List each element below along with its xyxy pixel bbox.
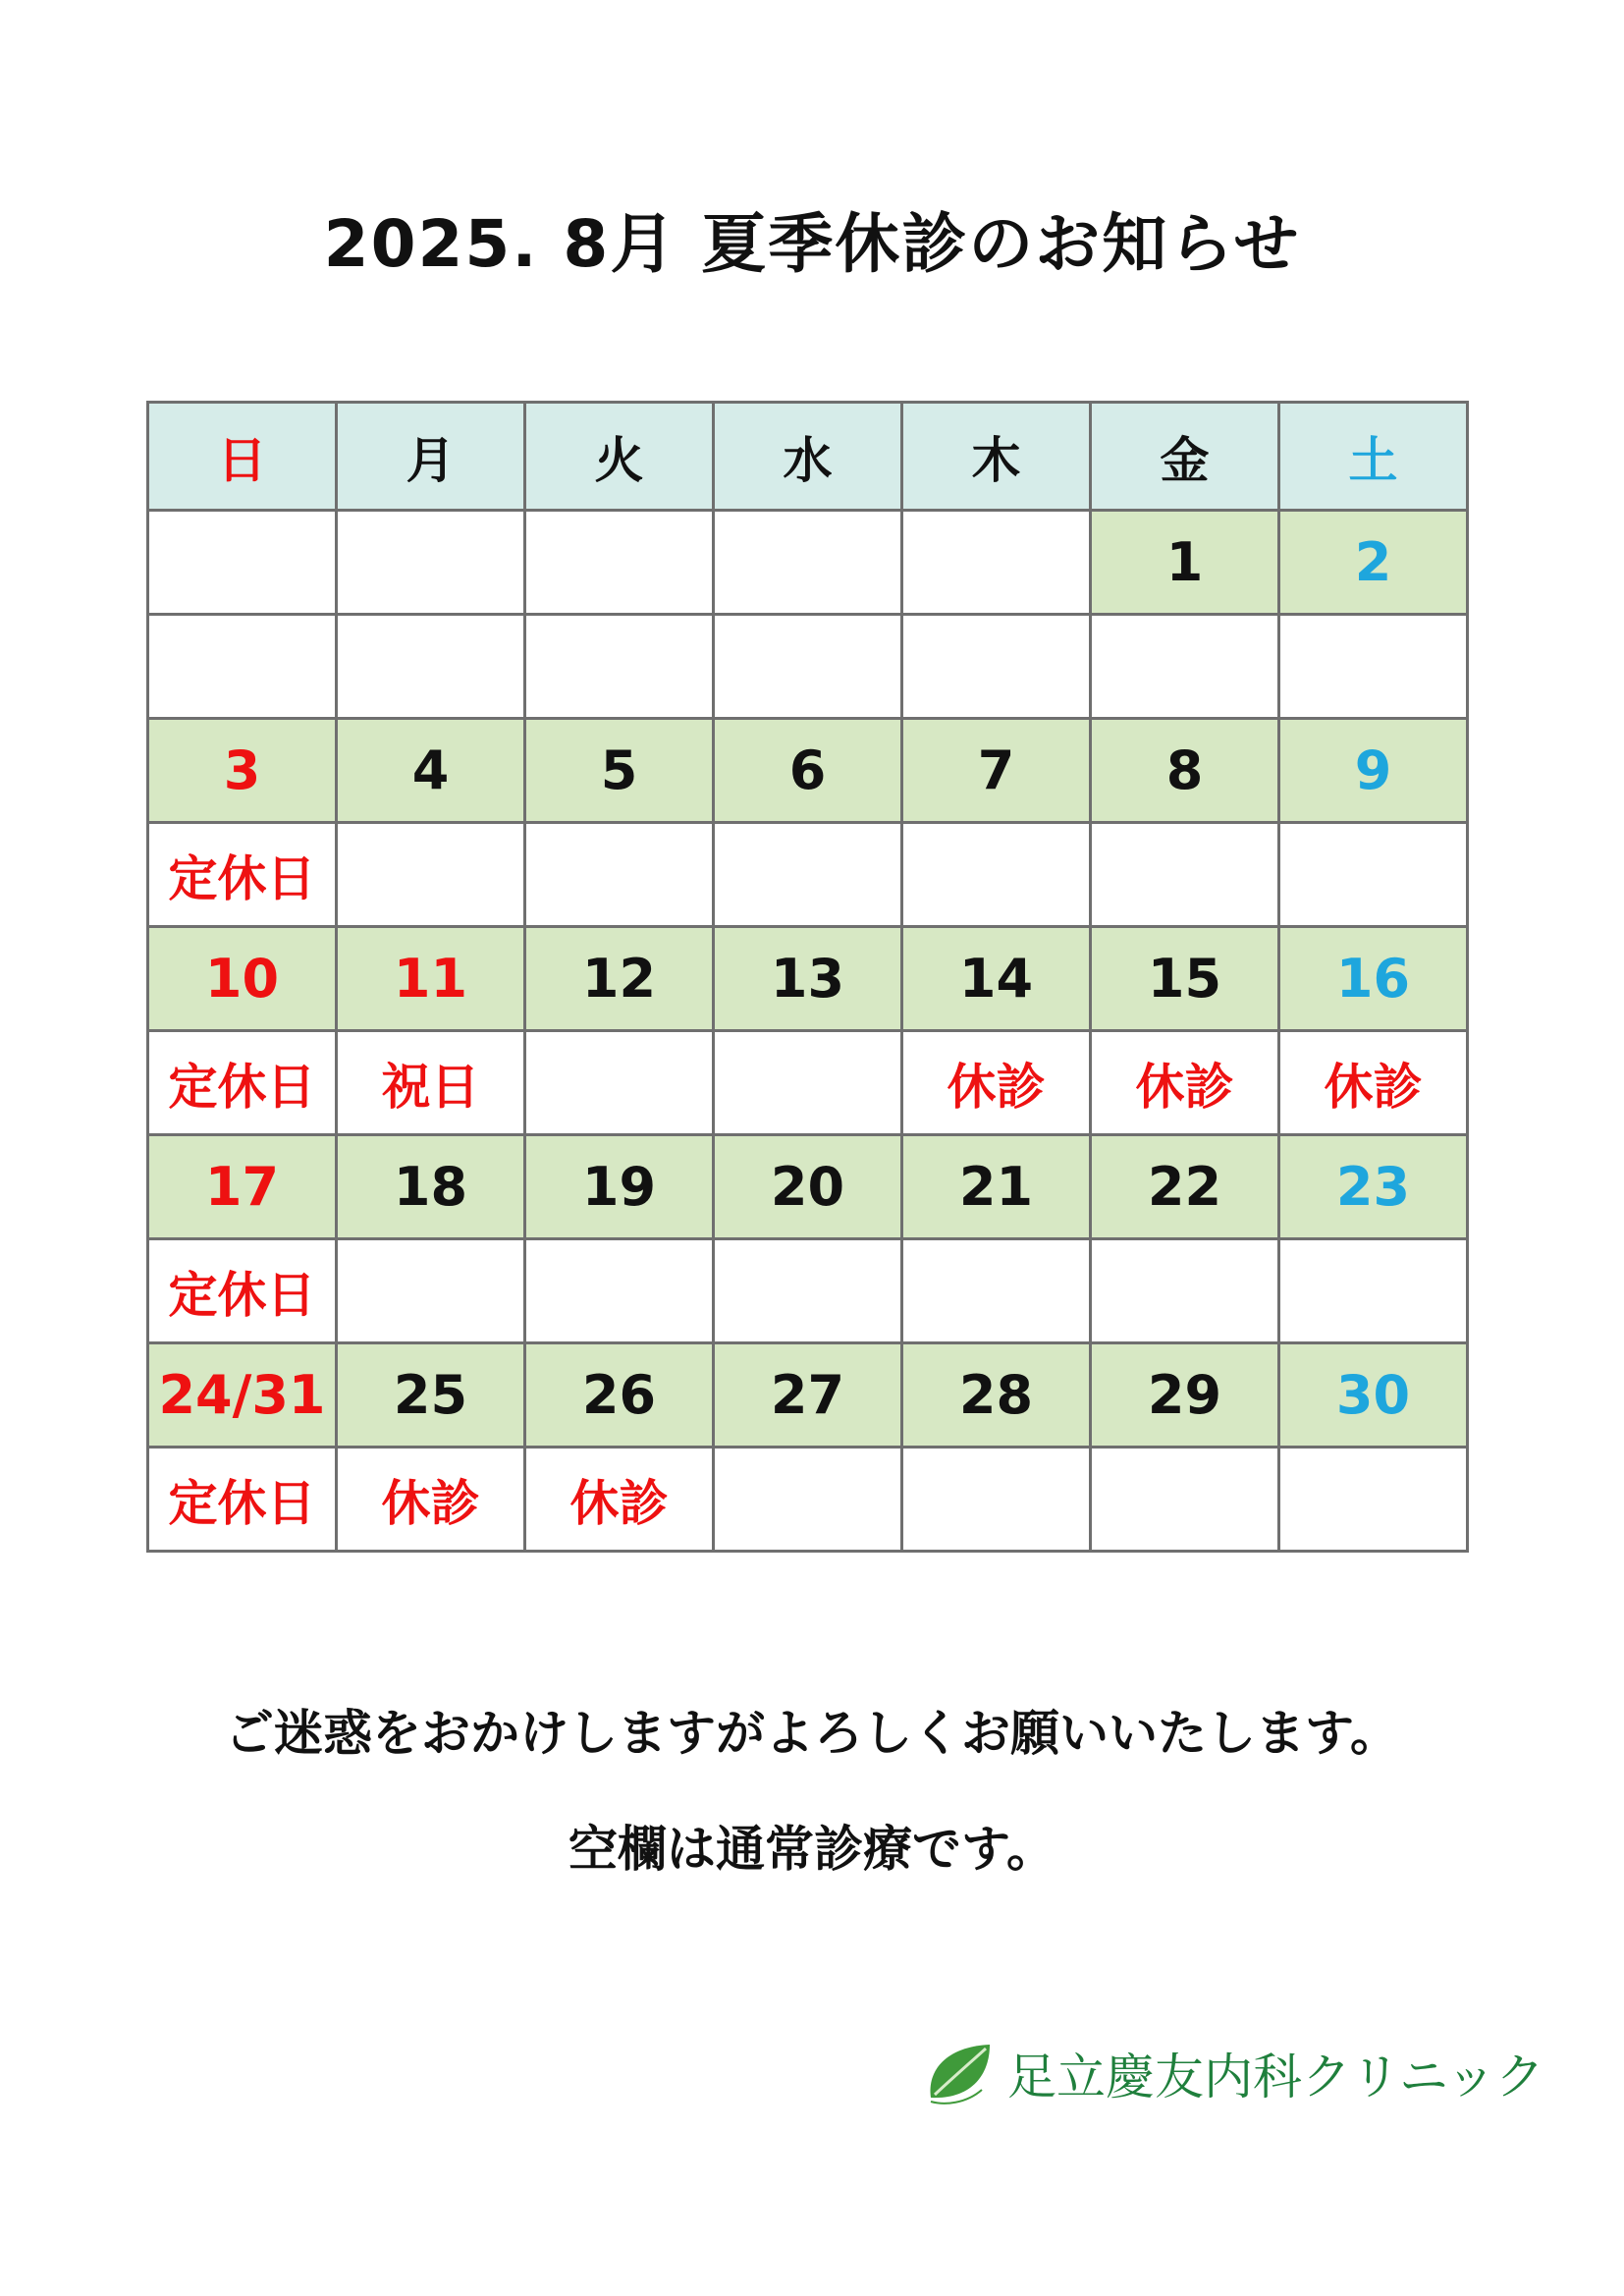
date-cell: 11 [337, 927, 525, 1031]
date-cell: 27 [714, 1343, 902, 1448]
date-cell: 16 [1279, 927, 1468, 1031]
note-row [148, 1448, 1468, 1552]
date-cell: 13 [714, 927, 902, 1031]
date-cell: 28 [902, 1343, 1091, 1448]
calendar-body [148, 403, 1468, 1552]
date-cell: 18 [337, 1135, 525, 1239]
closure-note-cell: 休診 [1091, 1031, 1279, 1135]
closure-note-cell [525, 1031, 714, 1135]
note-row [148, 823, 1468, 927]
date-cell: 14 [902, 927, 1091, 1031]
closure-note-cell: 休診 [337, 1448, 525, 1552]
date-cell: 3 [148, 719, 337, 823]
date-cell: 4 [337, 719, 525, 823]
date-cell: 1 [1091, 511, 1279, 615]
closure-note-cell [1279, 1448, 1468, 1552]
closure-note-cell [1091, 615, 1279, 719]
closure-note-cell: 定休日 [148, 823, 337, 927]
closure-note-cell [902, 1239, 1091, 1343]
date-cell: 8 [1091, 719, 1279, 823]
date-cell: 29 [1091, 1343, 1279, 1448]
clinic-name: 足立慶友内科クリニック [1007, 2049, 1544, 2105]
date-cell [148, 511, 337, 615]
closure-note-cell [1279, 615, 1468, 719]
weekday-fri: 金 [1091, 403, 1279, 511]
notice-message: ご迷惑をおかけしますがよろしくお願いいたします。 [225, 1705, 1399, 1762]
closure-note-cell [714, 1239, 902, 1343]
date-cell: 2 [1279, 511, 1468, 615]
weekday-mon: 月 [337, 403, 525, 511]
date-row [148, 719, 1468, 823]
date-cell: 26 [525, 1343, 714, 1448]
date-cell: 5 [525, 719, 714, 823]
closure-note-cell: 休診 [525, 1448, 714, 1552]
date-cell: 24/31 [148, 1343, 337, 1448]
weekday-thu: 木 [902, 403, 1091, 511]
closure-note-cell [1091, 823, 1279, 927]
date-row [148, 511, 1468, 615]
closure-note-cell [337, 615, 525, 719]
weekday-header-row [148, 403, 1468, 511]
date-cell: 17 [148, 1135, 337, 1239]
date-cell: 12 [525, 927, 714, 1031]
closure-note-cell [1279, 823, 1468, 927]
regular-hours-note: 空欄は通常診療です。 [568, 1821, 1056, 1878]
closure-note-cell: 定休日 [148, 1239, 337, 1343]
date-cell: 21 [902, 1135, 1091, 1239]
closure-note-cell [714, 1448, 902, 1552]
date-cell: 19 [525, 1135, 714, 1239]
date-row [148, 927, 1468, 1031]
closure-note-cell [714, 615, 902, 719]
date-cell: 7 [902, 719, 1091, 823]
clinic-logo [925, 2038, 1544, 2108]
closure-note-cell: 休診 [1279, 1031, 1468, 1135]
date-cell: 10 [148, 927, 337, 1031]
date-cell: 6 [714, 719, 902, 823]
date-cell [902, 511, 1091, 615]
date-cell: 30 [1279, 1343, 1468, 1448]
closure-note-cell [1279, 1239, 1468, 1343]
date-row [148, 1135, 1468, 1239]
date-row [148, 1343, 1468, 1448]
date-cell: 25 [337, 1343, 525, 1448]
date-cell: 23 [1279, 1135, 1468, 1239]
page-title: 2025. 8月 夏季休診のお知らせ [323, 206, 1301, 282]
closure-note-cell [714, 1031, 902, 1135]
date-cell: 9 [1279, 719, 1468, 823]
closure-note-cell [337, 823, 525, 927]
closure-note-cell [1091, 1448, 1279, 1552]
date-cell: 22 [1091, 1135, 1279, 1239]
closure-note-cell: 休診 [902, 1031, 1091, 1135]
closure-note-cell: 定休日 [148, 1448, 337, 1552]
closure-note-cell [148, 615, 337, 719]
note-row [148, 1031, 1468, 1135]
note-row [148, 1239, 1468, 1343]
date-cell [714, 511, 902, 615]
closure-note-cell [337, 1239, 525, 1343]
closure-note-cell [714, 823, 902, 927]
leaf-icon [925, 2041, 996, 2105]
closure-note-cell [902, 615, 1091, 719]
closure-note-cell [525, 1239, 714, 1343]
weekday-sat: 土 [1279, 403, 1468, 511]
date-cell [525, 511, 714, 615]
weekday-tue: 火 [525, 403, 714, 511]
calendar-table [146, 401, 1469, 1553]
closure-note-cell [902, 1448, 1091, 1552]
weekday-wed: 水 [714, 403, 902, 511]
date-cell [337, 511, 525, 615]
note-row [148, 615, 1468, 719]
closure-note-cell: 定休日 [148, 1031, 337, 1135]
closure-note-cell: 祝日 [337, 1031, 525, 1135]
closure-note-cell [525, 823, 714, 927]
closure-note-cell [1091, 1239, 1279, 1343]
closure-note-cell [525, 615, 714, 719]
date-cell: 20 [714, 1135, 902, 1239]
weekday-sun: 日 [148, 403, 337, 511]
closure-note-cell [902, 823, 1091, 927]
date-cell: 15 [1091, 927, 1279, 1031]
